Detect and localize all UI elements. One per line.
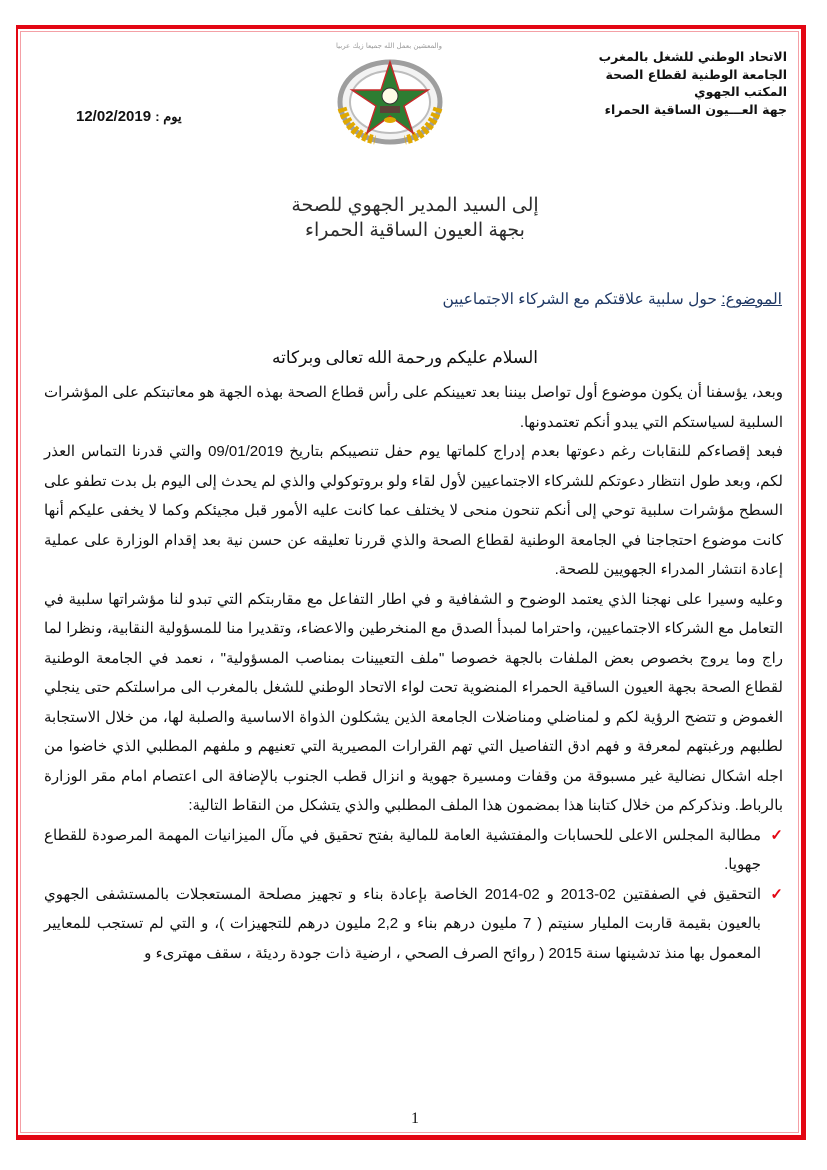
subject-text: حول سلبية علاقتكم مع الشركاء الاجتماعيين — [442, 291, 717, 308]
letter-body — [44, 378, 783, 968]
org-line-region: جهة العـــيون الساقية الحمراء — [604, 101, 787, 117]
organization-header — [527, 48, 787, 118]
demand-point — [44, 821, 783, 880]
org-line-federation: الجامعة الوطنية لقطاع الصحة — [605, 66, 787, 82]
document-date — [76, 108, 182, 125]
date-label: يوم : — [155, 109, 182, 124]
logo-caption: والمعشين بعمل الله جميعا زيك عربيا — [336, 42, 442, 50]
subject-line — [442, 290, 782, 309]
paragraph-demands: وعليه وسيرا على نهجنا الذي يعتمد الوضوح و الشفافية و في اطار التفاعل مع مقاربتكم التي تبدو لنا مؤشراتها سلبية في التعامل مع الشركاء الاجتماعيين، واحتراما لمبدأ الصدق مع المنخرطين والاعضاء، وتقديرا منا للمسؤولية النقابية، ونظرا لما راج وما يروج بخصوص بعض الملفات بالجهة خصوصا "ملف التعيينات بمناصب المسؤولية" ، نعمد في الجامعة الوطنية لقطاع الصحة بجهة العيون الساقية الحمراء المنضوية تحت لواء الاتحاد الوطني للشغل بالمغرب الى مراسلتكم حتى ينجلي الغموض و تتضح الرؤية لكم و لمناضلي ومناضلات الجامعة الذين يشكلون الذواة الاساسية والصلبة لها، من خلال الاستجابة لطلبهم ورغبتهم لمعرفة و فهم ادق التفاصيل التي تهم القرارات المصيرية التي تعنيهم و ملفهم المطلبي الذي خاضوا من اجله اشكال نضالية غير مسبوقة من وقفات ومسيرة جهوية و انزال قطب الجنوب بالإضافة الى اعتصام امام مقر الوزارة بالرباط. ونذكركم من خلال كتابنا هذا بمضمون هذا الملف المطلبي والذي يتشكل من النقاط التالية: — [44, 590, 783, 814]
checkmark-icon: ✓ — [770, 885, 783, 903]
checkmark-icon: ✓ — [770, 826, 783, 844]
org-line-office: المكتب الجهوي — [694, 84, 787, 99]
paragraph-exclusion: فبعد إقصاءكم للنقابات رغم دعوتها بعدم إدراج كلماتها يوم حفل تنصيبكم بتاريخ 09/01/2019 والتي قدرنا التماس العذر لكم، وبعد طول انتظار دعوتكم للشركاء الاجتماعيين لأول لقاء ولو بروتوكولي والذي لم يحدث إلى اليوم بل بدت تطفو على السطح مؤشرات سلبية توحي إلى أنكم تنحون منحى لا يختلف عما كانت عليه الأمور قبل مجيئكم وكما لا يخفى عليكم أنها كانت موضوع احتجاجنا في الجامعة الوطنية لقطاع الصحة والذي قررنا تعليقه عن حسن نية بعد إقدام الوزارة على عملية إعادة انتشار المدراء الجهويين للصحة. — [44, 443, 783, 578]
demand-point-text: التحقيق في الصفقتين 02-2013 و 02-2014 الخاصة بإعادة بناء و تجهيز مصلحة المستعجلات بالمستشفى الجهوي بالعيون بقيمة قاربت المليار سنيتم ( 7 مليون درهم بناء و 2,2 مليون درهم للتجهيزات )، و التي لم تستجب للمعايير المعمول بها منذ تدشينها سنة 2015 ( روائح الصرف الصحي ، ارضية ذات جودة رديئة ، سقف مهترىء و — [44, 885, 761, 962]
addressee-line-1: إلى السيد المدير الجهوي للصحة — [291, 195, 539, 216]
paragraph-intro: وبعد، يؤسفنا أن يكون موضوع أول تواصل بيننا بعد تعيينكم على رأس قطاع الصحة بهذه الجهة هو معاتبتكم على المؤشرات السلبية لسياستكم التي يبدو أنكم تعتمدونها. — [44, 384, 783, 431]
demand-point-text: مطالبة المجلس الاعلى للحسابات والمفتشية العامة للمالية بفتح تحقيق في مآل الميزانيات المهمة المرصودة للقطاع جهويا. — [44, 826, 761, 873]
demand-points-list — [44, 821, 783, 969]
page-number: 1 — [411, 1110, 419, 1127]
subject-label: الموضوع: — [721, 291, 782, 308]
addressee-line-2: بجهة العيون الساقية الحمراء — [305, 220, 525, 241]
date-value: 12/02/2019 — [76, 108, 152, 125]
greeting: السلام عليكم ورحمة الله تعالى وبركاته — [271, 348, 538, 367]
demand-point — [44, 880, 783, 969]
addressee-block — [200, 193, 630, 243]
org-line-union: الاتحاد الوطني للشغل بالمغرب — [598, 49, 787, 64]
union-logo-icon — [330, 40, 450, 155]
